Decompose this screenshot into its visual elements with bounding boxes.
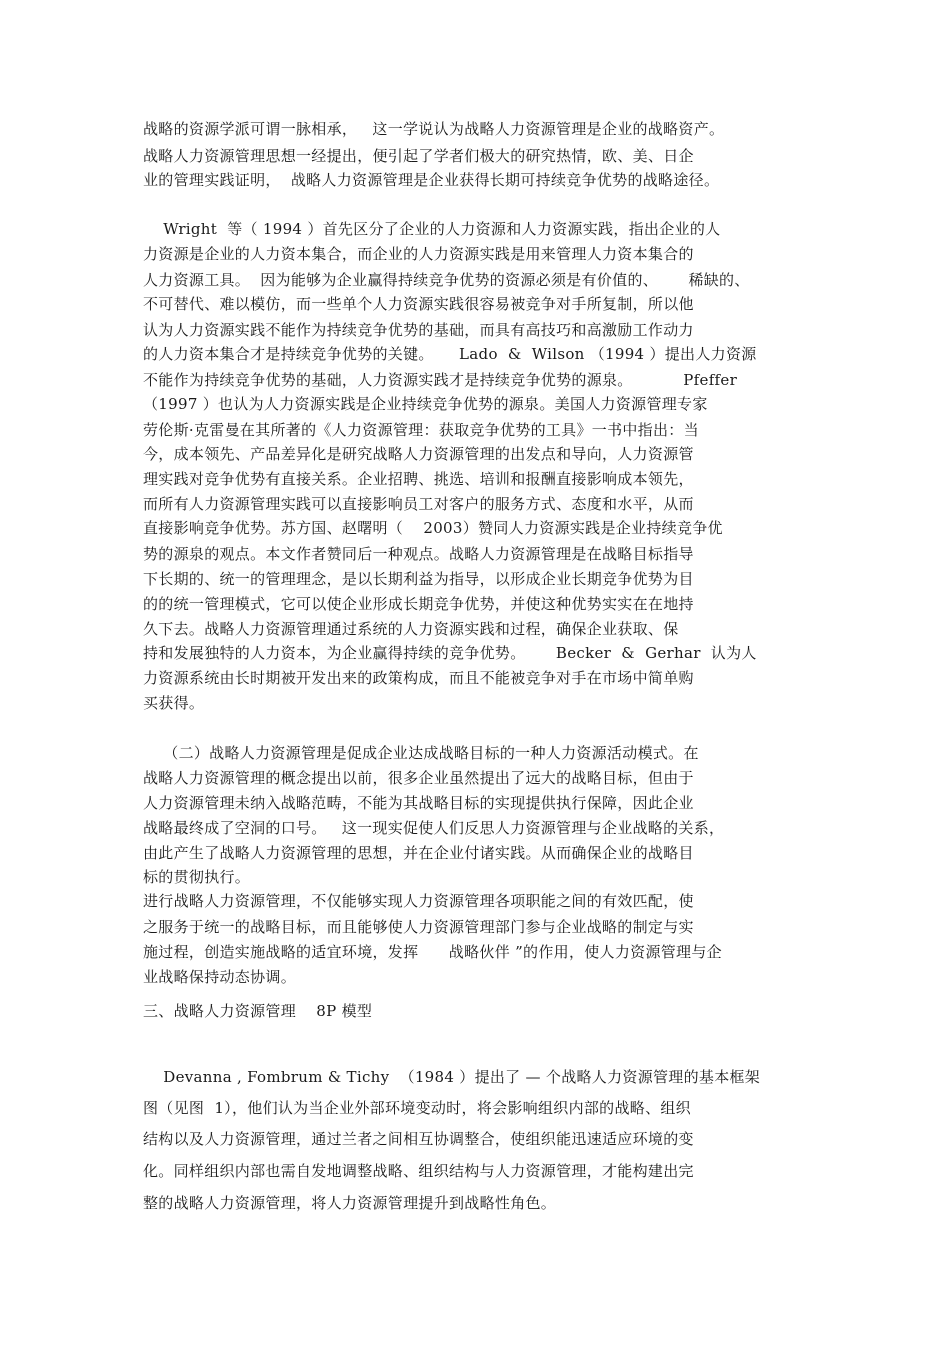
text-line: （二）战略人力资源管理是促成企业达成战略目标的一种人力资源活动模式。在 <box>143 744 699 762</box>
text-line: 业的管理实践证明， 战略人力资源管理是企业获得长期可持续竞争优势的战略途径。 <box>143 171 720 189</box>
text-line: 直接影响竞争优势。苏方国、赵曙明（ 2003）赞同人力资源实践是企业持续竞争优 <box>143 519 723 537</box>
text-line: 结构以及人力资源管理，通过兰者之间相互协调整合，使组织能迅速适应环境的变 <box>143 1130 694 1148</box>
section-heading: 三、战略人力资源管理 8P 模型 <box>143 1002 373 1020</box>
text-line: 不能作为持续竞争优势的基础，人力资源实践才是持续竞争优势的源泉。 Pfeffer <box>143 371 738 389</box>
text-line: Devanna , Fombrum & Tichy （1984 ）提出了 — 个战略人力资源管理的基本框架 <box>143 1068 761 1086</box>
text-line: 由此产生了战略人力资源管理的思想，并在企业付诸实践。从而确保企业的战略目 <box>143 844 694 862</box>
text-line: 的人力资本集合才是持续竞争优势的关键。 Lado & Wilson （1994 ）提出人力资源 <box>143 345 757 363</box>
text-line: 下长期的、统一的管理理念，是以长期利益为指导，以形成企业长期竞争优势为目 <box>143 570 694 588</box>
text-line: 劳伦斯·克雷曼在其所著的《人力资源管理：获取竞争优势的工具》一书中指出：当 <box>143 421 699 439</box>
text-line: 战略的资源学派可谓一脉相承， 这一学说认为战略人力资源管理是企业的战略资产。 <box>143 120 725 138</box>
text-line: 人力资源管理未纳入战略范畴，不能为其战略目标的实现提供执行保障，因此企业 <box>143 794 694 812</box>
text-line: 进行战略人力资源管理，不仅能够实现人力资源管理各项职能之间的有效匹配，使 <box>143 892 694 910</box>
text-line: 之服务于统一的战略目标，而且能够使人力资源管理部门参与企业战略的制定与实 <box>143 918 694 936</box>
text-line: 而所有人力资源管理实践可以直接影响员工对客户的服务方式、态度和水平，从而 <box>143 495 694 513</box>
text-line: 理实践对竞争优势有直接关系。企业招聘、挑选、培训和报酬直接影响成本领先， <box>143 470 694 488</box>
text-line: 战略最终成了空洞的口号。 这一现实促使人们反思人力资源管理与企业战略的关系， <box>143 819 725 837</box>
text-line: 的的统一管理模式，它可以使企业形成长期竞争优势，并使这种优势实实在在地持 <box>143 595 694 613</box>
text-line: 业战略保持动态协调。 <box>143 968 297 986</box>
text-line: 久下去。战略人力资源管理通过系统的人力资源实践和过程，确保企业获取、保 <box>143 620 679 638</box>
text-line: 力资源系统由长时期被开发出来的政策构成，而且不能被竞争对手在市场中简单购 <box>143 669 694 687</box>
text-line: 力资源是企业的人力资本集合，而企业的人力资源实践是用来管理人力资本集合的 <box>143 245 694 263</box>
text-line: 化。同样组织内部也需自发地调整战略、组织结构与人力资源管理，才能构建出完 <box>143 1162 694 1180</box>
text-line: 今，成本领先、产品差异化是研究战略人力资源管理的出发点和导向，人力资源管 <box>143 445 694 463</box>
text-line: 整的战略人力资源管理，将人力资源管理提升到战略性角色。 <box>143 1194 557 1212</box>
text-line: 不可替代、难以模仿，而一些单个人力资源实践很容易被竞争对手所复制，所以他 <box>143 295 694 313</box>
text-line: 标的贯彻执行。 <box>143 868 251 886</box>
text-line: 施过程，创造实施战略的适宜环境，发挥 战略伙伴 ”的作用，使人力资源管理与企 <box>143 943 722 961</box>
text-line: 持和发展独特的人力资本，为企业赢得持续的竞争优势。 Becker & Gerhar 认为人 <box>143 644 757 662</box>
text-line: 战略人力资源管理的概念提出以前，很多企业虽然提出了远大的战略目标，但由于 <box>143 769 694 787</box>
text-line: 战略人力资源管理思想一经提出，便引起了学者们极大的研究热情，欧、美、日企 <box>143 147 694 165</box>
text-line: 买获得。 <box>143 694 205 712</box>
text-line: （1997 ）也认为人力资源实践是企业持续竞争优势的源泉。美国人力资源管理专家 <box>143 395 708 413</box>
text-line: Wright 等（ 1994 ）首先区分了企业的人力资源和人力资源实践，指出企业的人 <box>143 220 721 238</box>
text-line: 势的源泉的观点。本文作者赞同后一种观点。战略人力资源管理是在战略目标指导 <box>143 545 694 563</box>
text-line: 人力资源工具。 因为能够为企业赢得持续竞争优势的资源必须是有价值的、 稀缺的、 <box>143 271 750 289</box>
text-line: 认为人力资源实践不能作为持续竞争优势的基础，而具有高技巧和高激励工作动力 <box>143 321 694 339</box>
text-line: 图（见图 1），他们认为当企业外部环境变动时，将会影响组织内部的战略、组织 <box>143 1099 691 1117</box>
